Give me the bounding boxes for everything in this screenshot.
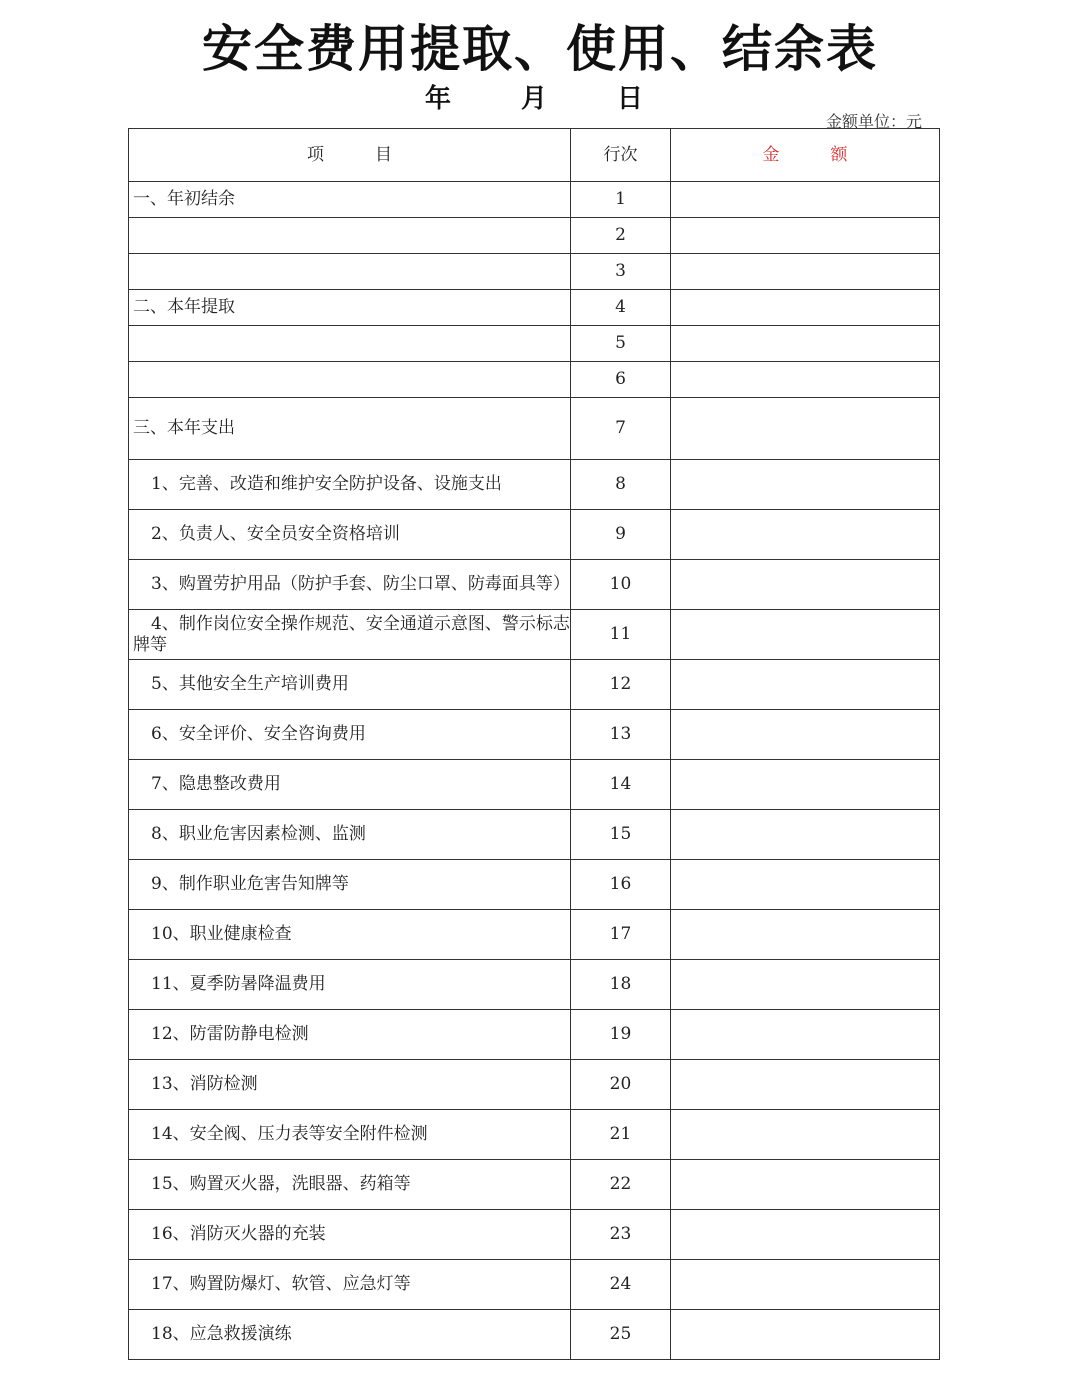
table-row [129, 362, 940, 398]
table-row [129, 1310, 940, 1360]
item-cell: 6、安全评价、安全咨询费用 [129, 710, 571, 760]
table-row [129, 760, 940, 810]
amount-cell[interactable] [671, 1210, 940, 1260]
row-number-cell: 2 [571, 218, 671, 254]
row-number-cell: 14 [571, 760, 671, 810]
item-cell: 3、购置劳护用品（防护手套、防尘口罩、防毒面具等） [129, 560, 571, 610]
header-row-number: 行次 [571, 129, 671, 182]
amount-cell[interactable] [671, 254, 940, 290]
amount-cell[interactable] [671, 1060, 940, 1110]
item-cell [129, 254, 571, 290]
table-row [129, 1110, 940, 1160]
table-row [129, 182, 940, 218]
date-day: 日 [617, 84, 644, 114]
table-row [129, 1160, 940, 1210]
table-row [129, 218, 940, 254]
item-cell: 18、应急救援演练 [129, 1310, 571, 1360]
item-cell: 8、职业危害因素检测、监测 [129, 810, 571, 860]
row-number-cell: 25 [571, 1310, 671, 1360]
item-cell: 14、安全阀、压力表等安全附件检测 [129, 1110, 571, 1160]
amount-cell[interactable] [671, 1260, 940, 1310]
item-cell: 12、防雷防静电检测 [129, 1010, 571, 1060]
page-title: 安全费用提取、使用、结余表 [202, 20, 878, 78]
item-cell: 17、购置防爆灯、软管、应急灯等 [129, 1260, 571, 1310]
table-row [129, 1260, 940, 1310]
amount-cell[interactable] [671, 460, 940, 510]
amount-cell[interactable] [671, 660, 940, 710]
item-cell: 7、隐患整改费用 [129, 760, 571, 810]
table-row [129, 710, 940, 760]
row-number-cell: 20 [571, 1060, 671, 1110]
date-month: 月 [521, 84, 548, 114]
item-cell: 16、消防灭火器的充装 [129, 1210, 571, 1260]
amount-cell[interactable] [671, 1110, 940, 1160]
row-number-cell: 11 [571, 610, 671, 660]
table-row [129, 254, 940, 290]
row-number-cell: 23 [571, 1210, 671, 1260]
row-number-cell: 7 [571, 398, 671, 460]
table-row [129, 290, 940, 326]
row-number-cell: 4 [571, 290, 671, 326]
amount-cell[interactable] [671, 710, 940, 760]
table-row [129, 1060, 940, 1110]
row-number-cell: 8 [571, 460, 671, 510]
item-cell: 5、其他安全生产培训费用 [129, 660, 571, 710]
amount-cell[interactable] [671, 326, 940, 362]
row-number-cell: 15 [571, 810, 671, 860]
amount-cell[interactable] [671, 182, 940, 218]
amount-cell[interactable] [671, 362, 940, 398]
amount-cell[interactable] [671, 960, 940, 1010]
row-number-cell: 1 [571, 182, 671, 218]
row-number-cell: 19 [571, 1010, 671, 1060]
amount-unit-label: 金额单位：元 [826, 112, 923, 131]
date-year: 年 [425, 84, 452, 114]
amount-cell[interactable] [671, 218, 940, 254]
amount-cell[interactable] [671, 760, 940, 810]
row-number-cell: 3 [571, 254, 671, 290]
item-cell [129, 362, 571, 398]
row-number-cell: 16 [571, 860, 671, 910]
amount-cell[interactable] [671, 860, 940, 910]
item-cell: 2、负责人、安全员安全资格培训 [129, 510, 571, 560]
row-number-cell: 21 [571, 1110, 671, 1160]
item-cell: 13、消防检测 [129, 1060, 571, 1110]
row-number-cell: 9 [571, 510, 671, 560]
item-cell: 15、购置灭火器，洗眼器、药箱等 [129, 1160, 571, 1210]
table-row [129, 960, 940, 1010]
amount-cell[interactable] [671, 1160, 940, 1210]
table-row [129, 810, 940, 860]
row-number-cell: 6 [571, 362, 671, 398]
header-amount: 金 额 [671, 129, 940, 182]
row-number-cell: 5 [571, 326, 671, 362]
table-row [129, 398, 940, 460]
amount-cell[interactable] [671, 398, 940, 460]
item-cell: 4、制作岗位安全操作规范、安全通道示意图、警示标志牌等 [129, 610, 571, 660]
amount-cell[interactable] [671, 1310, 940, 1360]
item-cell: 1、完善、改造和维护安全防护设备、设施支出 [129, 460, 571, 510]
date-line [0, 78, 1080, 112]
row-number-cell: 13 [571, 710, 671, 760]
item-cell: 三、本年支出 [129, 398, 571, 460]
amount-cell[interactable] [671, 1010, 940, 1060]
item-cell: 10、职业健康检查 [129, 910, 571, 960]
row-number-cell: 18 [571, 960, 671, 1010]
table-header-row [129, 129, 940, 182]
row-number-cell: 17 [571, 910, 671, 960]
amount-cell[interactable] [671, 510, 940, 560]
table-row [129, 560, 940, 610]
table-row [129, 1010, 940, 1060]
row-number-cell: 12 [571, 660, 671, 710]
amount-cell[interactable] [671, 560, 940, 610]
row-number-cell: 24 [571, 1260, 671, 1310]
table-row [129, 660, 940, 710]
item-cell [129, 326, 571, 362]
row-number-cell: 10 [571, 560, 671, 610]
amount-cell[interactable] [671, 810, 940, 860]
row-number-cell: 22 [571, 1160, 671, 1210]
amount-cell[interactable] [671, 290, 940, 326]
header-item: 项 目 [129, 129, 571, 182]
amount-cell[interactable] [671, 610, 940, 660]
item-cell: 一、年初结余 [129, 182, 571, 218]
item-cell [129, 218, 571, 254]
item-cell: 11、夏季防暑降温费用 [129, 960, 571, 1010]
table-row [129, 860, 940, 910]
item-cell: 9、制作职业危害告知牌等 [129, 860, 571, 910]
table-row [129, 460, 940, 510]
table-row [129, 610, 940, 660]
table-row [129, 326, 940, 362]
safety-expense-table [128, 128, 940, 1360]
item-cell: 二、本年提取 [129, 290, 571, 326]
table-row [129, 1210, 940, 1260]
table-row [129, 910, 940, 960]
table-row [129, 510, 940, 560]
amount-cell[interactable] [671, 910, 940, 960]
